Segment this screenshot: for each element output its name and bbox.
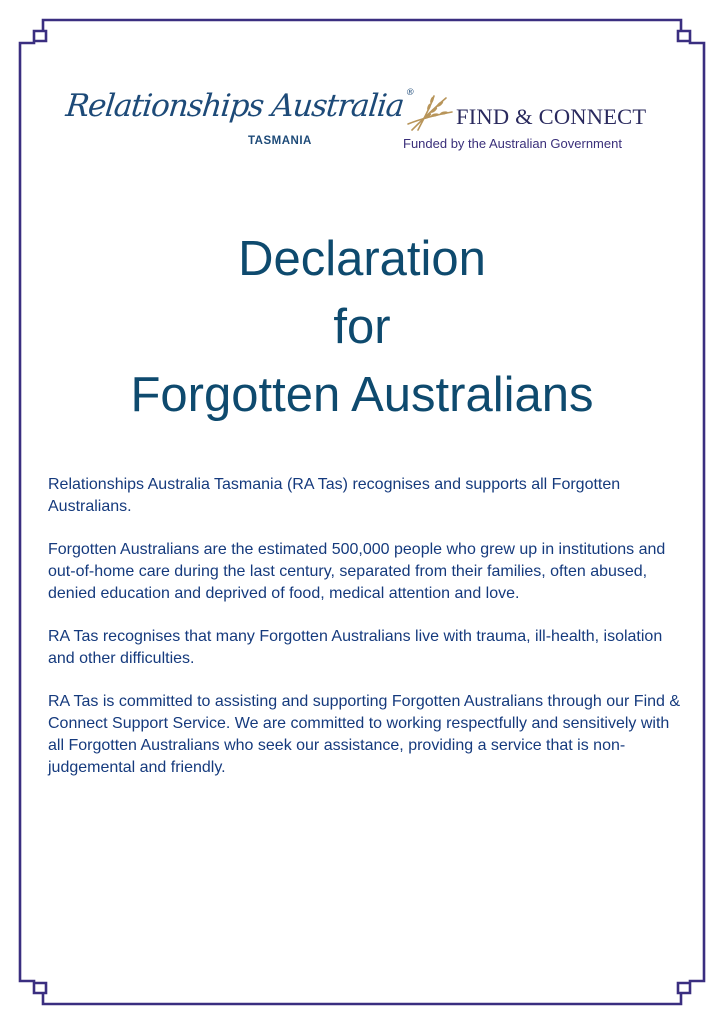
title-line-2: for <box>333 300 391 354</box>
paragraph-definition: Forgotten Australians are the estimated 500,000 people who grew up in institutions and out-of-home care during the last century, separated from their families, often abused, denied education and deprived of food, medical attention and love. <box>48 541 666 602</box>
ra-logo-wordmark: Relationships Australia® <box>64 88 414 124</box>
fc-logo-wordmark: FIND & CONNECT <box>456 104 647 129</box>
title-line-1: Declaration <box>238 232 486 286</box>
paragraph-intro: Relationships Australia Tasmania (RA Tas) recognises and supports all Forgotten Australians. <box>48 476 621 515</box>
find-and-connect-logo <box>400 92 670 156</box>
corner-bottom-right <box>674 974 704 1004</box>
corner-bottom-left <box>20 974 50 1004</box>
corner-top-right <box>674 20 704 50</box>
paragraph-commitment: RA Tas is committed to assisting and supporting Forgotten Australians through our Find & Connect Support Service. We are committed to working respectfully and sensitively with all Forgotten Australians who seek our assistance, providing a service that is non-judgemental and friendly. <box>48 693 681 776</box>
fc-logo-tagline: Funded by the Australian Government <box>403 136 622 151</box>
relationships-australia-logo <box>64 88 414 158</box>
wheat-sheaf-icon <box>404 94 456 132</box>
ra-logo-region: TASMANIA <box>248 135 312 147</box>
corner-top-left <box>20 20 50 50</box>
page-title <box>40 225 684 429</box>
title-line-3: Forgotten Australians <box>130 368 594 422</box>
declaration-body <box>48 474 684 800</box>
paragraph-recognition: RA Tas recognises that many Forgotten Australians live with trauma, ill-health, isolation and other difficulties. <box>48 628 663 667</box>
